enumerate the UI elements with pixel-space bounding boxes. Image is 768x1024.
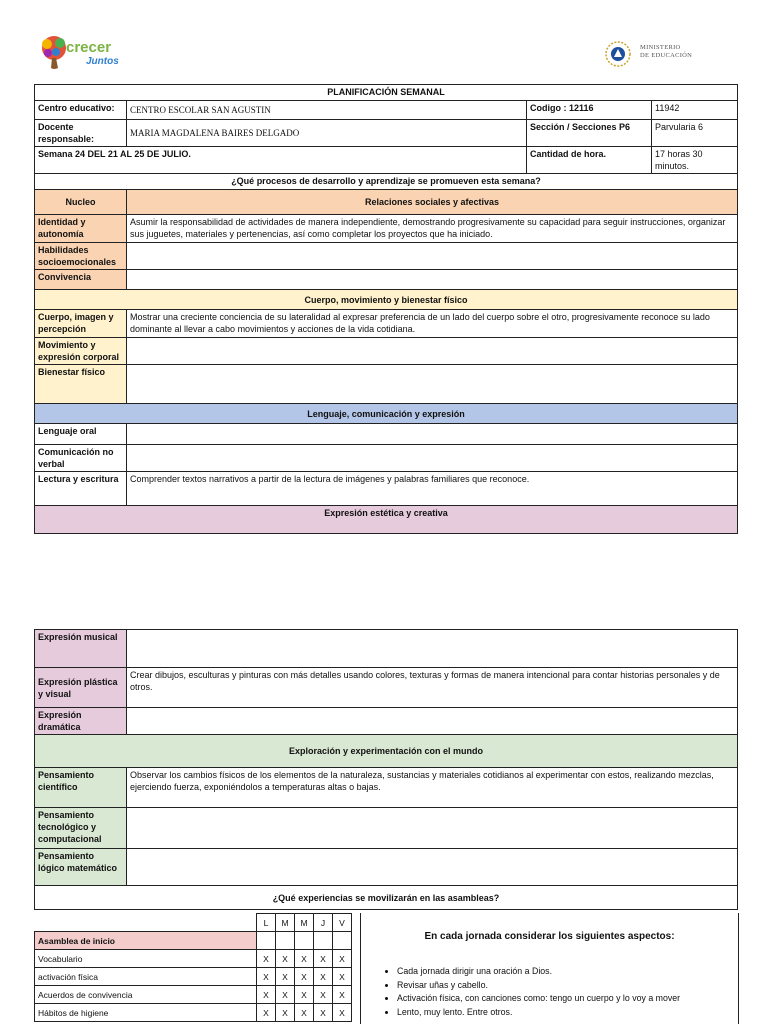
asamblea-row (35, 950, 352, 968)
row-plastica-label: Expresión plástica y visual (35, 668, 127, 708)
asamblea-mark: X (276, 1004, 295, 1022)
docente-value: MARIA MAGDALENA BAIRES DELGADO (127, 120, 527, 147)
asamblea-mark: X (333, 986, 352, 1004)
section-relaciones: Relaciones sociales y afectivas (127, 190, 738, 215)
asamblea-mark: X (257, 950, 276, 968)
asamblea-mark: X (295, 968, 314, 986)
centro-value: CENTRO ESCOLAR SAN AGUSTIN (127, 101, 527, 120)
day-j: J (314, 914, 333, 932)
weekly-plan-table-continued (34, 629, 738, 910)
asamblea-title: Asamblea de inicio (35, 932, 257, 950)
aspect-item: • Lento, muy lento. Entre otros. (397, 1006, 680, 1020)
seal-icon (604, 40, 632, 68)
row-convivencia-label: Convivencia (35, 270, 127, 290)
asamblea-mark: X (314, 986, 333, 1004)
row-cientifico-text: Observar los cambios físicos de los elementos de la naturaleza, sustancias y materiales cotidianos al experimentar con estos, realizando mezclas, ejerciendo fuerza, exponiéndolos a temperaturas altas o bajas. (127, 768, 738, 808)
asamblea-mark: X (276, 968, 295, 986)
aspects-box (360, 913, 739, 1024)
day-v: V (333, 914, 352, 932)
asamblea-mark: X (276, 950, 295, 968)
aspect-item: • Cada jornada dirigir una oración a Dios. (397, 965, 680, 979)
ministry-text (640, 44, 692, 60)
row-cuerpo-imagen-label: Cuerpo, imagen y percepción (35, 310, 127, 338)
day-l: L (257, 914, 276, 932)
nucleo-header: Nucleo (35, 190, 127, 215)
asamblea-head-cell (295, 932, 314, 950)
row-tecnologico-label: Pensamiento tecnológico y computacional (35, 808, 127, 849)
row-convivencia-text (127, 270, 738, 290)
section-cuerpo: Cuerpo, movimiento y bienestar físico (35, 290, 738, 310)
asamblea-mark: X (295, 950, 314, 968)
asamblea-row (35, 986, 352, 1004)
asamblea-head-cell (333, 932, 352, 950)
row-dramatica-label: Expresión dramática (35, 708, 127, 735)
asamblea-mark: X (257, 968, 276, 986)
ministry-logo (604, 40, 704, 70)
row-identidad-text: Asumir la responsabilidad de actividades de manera independiente, demostrando progresivamente su capacidad para seguir instrucciones, organizar sus juguetes, materiales y pertenencias, así como completar los proyectos que ha iniciado. (127, 215, 738, 243)
asamblea-mark: X (333, 950, 352, 968)
cantidad-label: Cantidad de hora. (527, 147, 652, 174)
row-cientifico-label: Pensamiento científico (35, 768, 127, 808)
row-bienestar-text (127, 365, 738, 404)
ministry-line2: DE EDUCACIÓN (640, 52, 693, 59)
asamblea-row-label: Vocabulario (35, 950, 257, 968)
row-habilidades-text (127, 243, 738, 270)
row-tecnologico-text (127, 808, 738, 849)
row-comunicacion-text (127, 445, 738, 472)
seccion-value: Parvularia 6 (652, 120, 738, 147)
ministry-line1: MINISTERIO (640, 44, 681, 51)
question-procesos: ¿Qué procesos de desarrollo y aprendizaje se promueven esta semana? (35, 174, 738, 190)
asamblea-head-cell (257, 932, 276, 950)
row-logico-label: Pensamiento lógico matemático (35, 849, 127, 886)
row-lenguaje-oral-label: Lenguaje oral (35, 424, 127, 445)
asamblea-row-label: Acuerdos de convivencia (35, 986, 257, 1004)
codigo-label: Codigo : 12116 (527, 101, 652, 120)
row-lectura-text: Comprender textos narrativos a partir de la lectura de imágenes y palabras familiares que reconoce. (127, 472, 738, 506)
centro-label: Centro educativo: (35, 101, 127, 120)
logo-main-text: crecer (66, 39, 112, 56)
asamblea-mark: X (333, 1004, 352, 1022)
row-bienestar-label: Bienestar físico (35, 365, 127, 404)
row-lenguaje-oral-text (127, 424, 738, 445)
question-asambleas: ¿Qué experiencias se movilizarán en las asambleas? (35, 886, 738, 910)
asamblea-mark: X (295, 1004, 314, 1022)
asamblea-row-label: activación física (35, 968, 257, 986)
row-comunicacion-label: Comunicación no verbal (35, 445, 127, 472)
row-movimiento-label: Movimiento y expresión corporal (35, 338, 127, 365)
asamblea-mark: X (314, 968, 333, 986)
crecer-juntos-logo (36, 34, 128, 74)
row-identidad-label: Identidad y autonomía (35, 215, 127, 243)
aspect-item: • Activación física, con canciones como: tengo un cuerpo y lo voy a mover (397, 992, 680, 1006)
asamblea-head-cell (314, 932, 333, 950)
plan-title: PLANIFICACIÓN SEMANAL (35, 85, 738, 101)
docente-label: Docente responsable: (35, 120, 127, 147)
section-exploracion: Exploración y experimentación con el mundo (35, 735, 738, 768)
row-habilidades-label: Habilidades socioemocionales (35, 243, 127, 270)
asamblea-mark: X (257, 986, 276, 1004)
logo-sub-text: Juntos (86, 56, 119, 67)
asamblea-head-cell (276, 932, 295, 950)
asamblea-mark: X (295, 986, 314, 1004)
weekly-plan-table (34, 84, 738, 534)
section-lenguaje: Lenguaje, comunicación y expresión (35, 404, 738, 424)
day-m2: M (295, 914, 314, 932)
row-dramatica-text (127, 708, 738, 735)
aspects-title: En cada jornada considerar los siguientes aspectos: (424, 931, 675, 942)
row-musical-text (127, 630, 738, 668)
asamblea-mark: X (257, 1004, 276, 1022)
asamblea-table (34, 913, 352, 1022)
row-musical-label: Expresión musical (35, 630, 127, 668)
day-m1: M (276, 914, 295, 932)
asamblea-row (35, 1004, 352, 1022)
section-expresion: Expresión estética y creativa (35, 506, 738, 534)
asamblea-mark: X (333, 968, 352, 986)
asamblea-mark: X (276, 986, 295, 1004)
asamblea-row-label: Hábitos de higiene (35, 1004, 257, 1022)
row-lectura-label: Lectura y escritura (35, 472, 127, 506)
row-movimiento-text (127, 338, 738, 365)
asamblea-row (35, 968, 352, 986)
asamblea-corner (35, 914, 257, 932)
codigo-value: 11942 (652, 101, 738, 120)
seccion-label: Sección / Secciones P6 (527, 120, 652, 147)
asamblea-mark: X (314, 950, 333, 968)
aspects-list (379, 965, 680, 1019)
aspect-item: • Revisar uñas y cabello. (397, 979, 680, 993)
cantidad-value: 17 horas 30 minutos. (652, 147, 738, 174)
asamblea-mark: X (314, 1004, 333, 1022)
row-logico-text (127, 849, 738, 886)
row-cuerpo-imagen-text: Mostrar una creciente conciencia de su lateralidad al expresar preferencia de un lado del cuerpo sobre el otro, progresivamente reconoce su lado dominante al llevar a cabo movimientos y acciones de la vida cotidiana. (127, 310, 738, 338)
row-plastica-text: Crear dibujos, esculturas y pinturas con más detalles usando colores, texturas y formas de manera intencional para contar historias personales y de otros. (127, 668, 738, 708)
semana-label: Semana 24 DEL 21 AL 25 DE JULIO. (35, 147, 527, 174)
